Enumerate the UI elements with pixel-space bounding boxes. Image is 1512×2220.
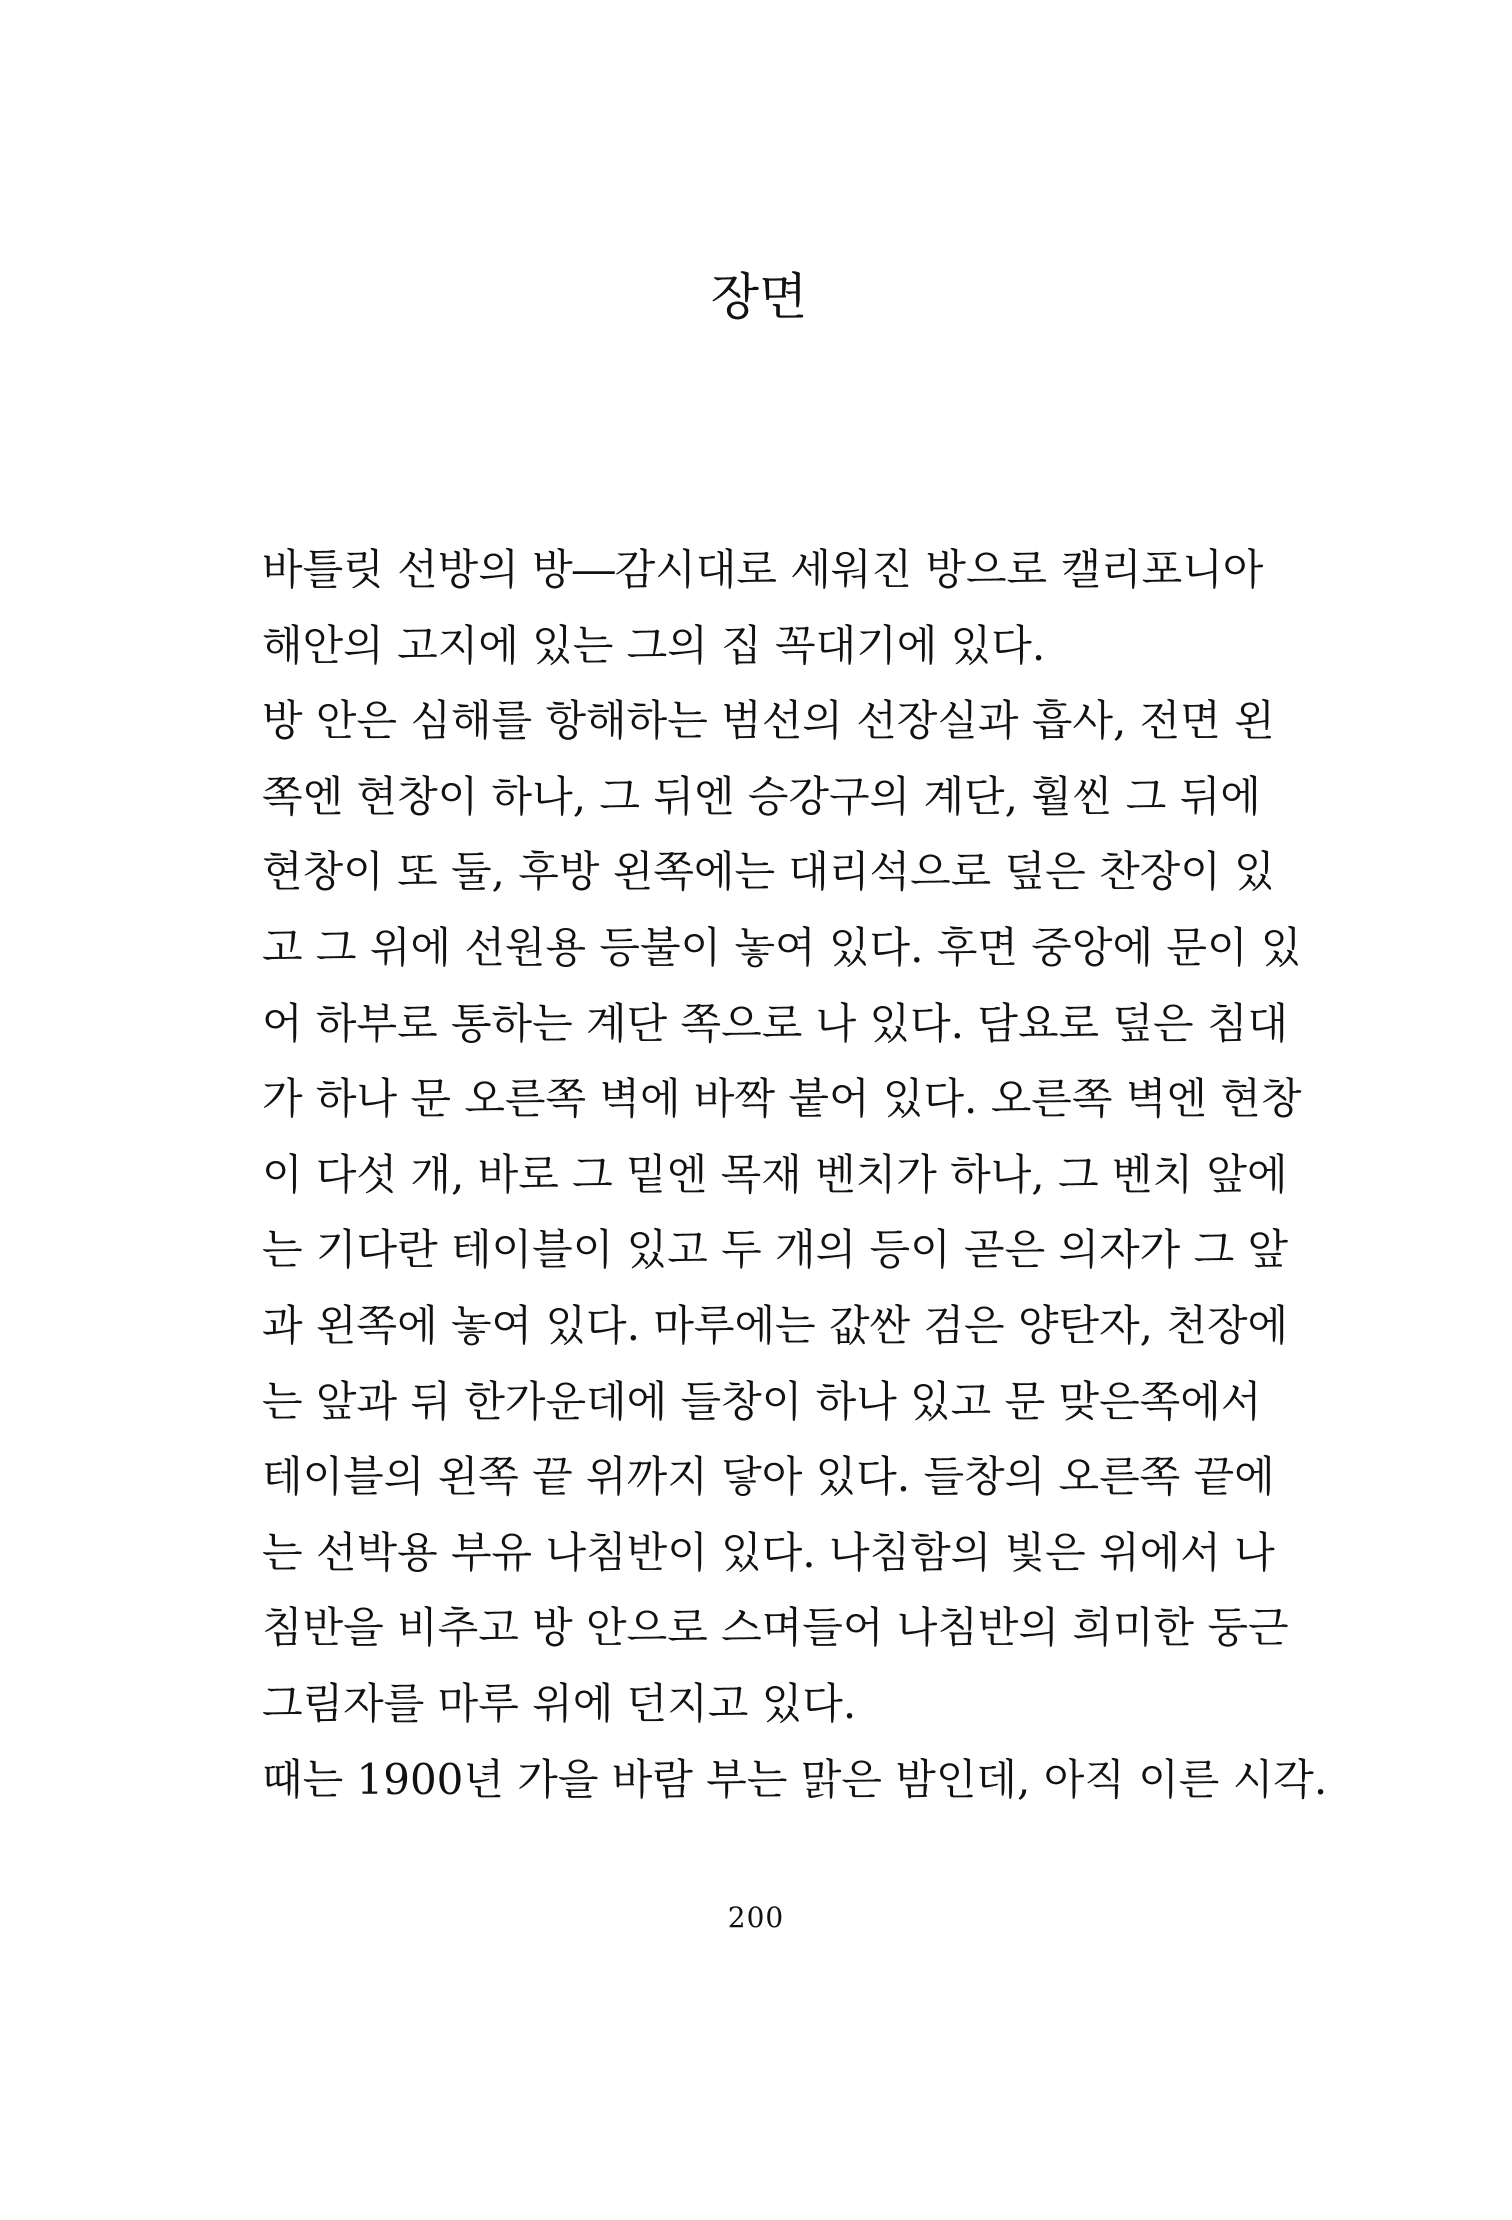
- text-line: 어 하부로 통하는 계단 쪽으로 나 있다. 담요로 덮은 침대: [262, 998, 1289, 1048]
- text-line: 방 안은 심해를 항해하는 범선의 선장실과 흡사, 전면 왼: [262, 696, 1275, 746]
- stage-direction-text: [262, 532, 1328, 1817]
- text-line: 는 선박용 부유 나침반이 있다. 나침함의 빛은 위에서 나: [262, 1527, 1275, 1577]
- page-number: 200: [727, 1901, 785, 1934]
- page-title: 장면: [710, 268, 808, 326]
- text-line: 현창이 또 둘, 후방 왼쪽에는 대리석으로 덮은 찬장이 있: [262, 847, 1275, 897]
- text-line: 테이블의 왼쪽 끝 위까지 닿아 있다. 들창의 오른쪽 끝에: [262, 1452, 1275, 1502]
- text-line: 는 앞과 뒤 한가운데에 들창이 하나 있고 문 맞은쪽에서: [262, 1376, 1262, 1426]
- text-line: 때는 1900년 가을 바람 부는 맑은 밤인데, 아직 이른 시각.: [262, 1754, 1328, 1804]
- text-line: 그림자를 마루 위에 던지고 있다.: [262, 1678, 857, 1728]
- text-line: 과 왼쪽에 놓여 있다. 마루에는 값싼 검은 양탄자, 천장에: [262, 1300, 1289, 1350]
- text-line: 침반을 비추고 방 안으로 스며들어 나침반의 희미한 둥근: [262, 1603, 1289, 1653]
- text-line: 이 다섯 개, 바로 그 밑엔 목재 벤치가 하나, 그 벤치 앞에: [262, 1149, 1288, 1199]
- text-line: 는 기다란 테이블이 있고 두 개의 등이 곧은 의자가 그 앞: [262, 1225, 1289, 1275]
- text-line: 바틀릿 선방의 방―감시대로 세워진 방으로 캘리포니아: [262, 545, 1264, 594]
- text-line: 해안의 고지에 있는 그의 집 꼭대기에 있다.: [262, 620, 1046, 670]
- text-line: 고 그 위에 선원용 등불이 놓여 있다. 후면 중앙에 문이 있: [262, 922, 1302, 972]
- text-line: 가 하나 문 오른쪽 벽에 바짝 붙어 있다. 오른쪽 벽엔 현창: [262, 1074, 1302, 1124]
- text-line: 쪽엔 현창이 하나, 그 뒤엔 승강구의 계단, 훨씬 그 뒤에: [262, 771, 1261, 821]
